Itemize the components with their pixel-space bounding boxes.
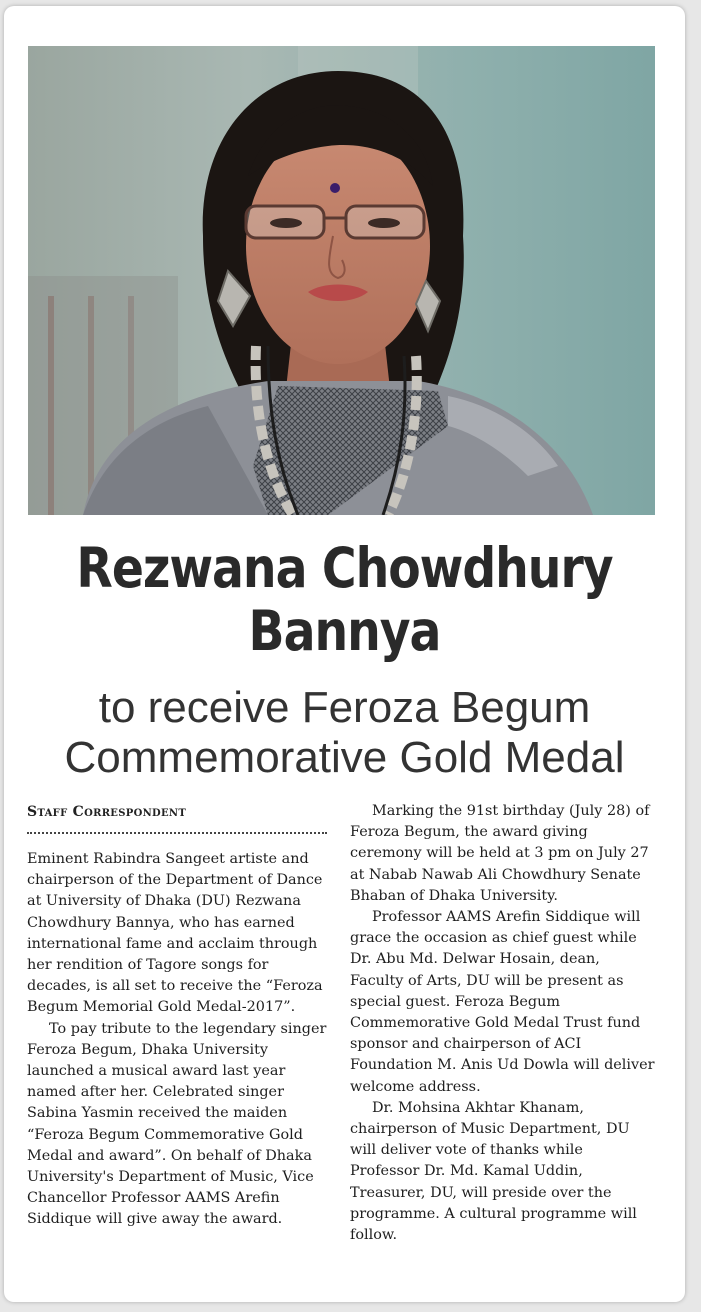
byline-divider <box>27 832 327 834</box>
byline: Staff Correspondent <box>27 804 187 820</box>
headline: Rezwana Chowdhury Bannya <box>76 536 613 663</box>
article-column-left <box>27 849 329 1231</box>
subheadline: to receive Feroza Begum Commemorative Gold Medal <box>64 683 625 782</box>
article-column-right <box>350 801 655 1246</box>
paragraph: To pay tribute to the legendary singer Feroza Begum, Dhaka University launched a musical award last year named after her. Celebrated singer Sabina Yasmin received the maiden “Feroza Begum Commemorative Gold Medal and award”. On behalf of Dhaka University's Department of Music, Vice Chancellor Professor AAMS Arefin Siddique will give away the award. <box>27 1020 327 1228</box>
newspaper-clipping <box>4 6 685 1302</box>
paragraph: Eminent Rabindra Sangeet artiste and chairperson of the Department of Dance at University of Dhaka (DU) Rezwana Chowdhury Bannya, who has earned international fame and acclaim through her rendition of Tagore songs for decades, is all set to receive the “Feroza Begum Memorial Gold Medal-2017”. <box>27 851 323 1016</box>
paragraph: Professor AAMS Arefin Siddique will grace the occasion as chief guest while Dr. Abu Md. Delwar Hosain, dean, Faculty of Arts, DU will be present as special guest. Feroza Begum Commemorative Gold Medal Trust fund sponsor and chairperson of ACI Foundation M. Anis Ud Dowla will deliver welcome address. <box>350 909 655 1095</box>
paragraph: Dr. Mohsina Akhtar Khanam, chairperson of Music Department, DU will deliver vote of thanks while Professor Dr. Md. Kamal Uddin, Treasurer, DU, will preside over the programme. A cultural programme will follow. <box>350 1099 637 1244</box>
portrait-photo <box>28 46 655 515</box>
paragraph: Marking the 91st birthday (July 28) of Feroza Begum, the award giving ceremony will be held at 3 pm on July 27 at Nabab Nawab Ali Chowdhury Senate Bhaban of Dhaka University. <box>350 803 650 904</box>
